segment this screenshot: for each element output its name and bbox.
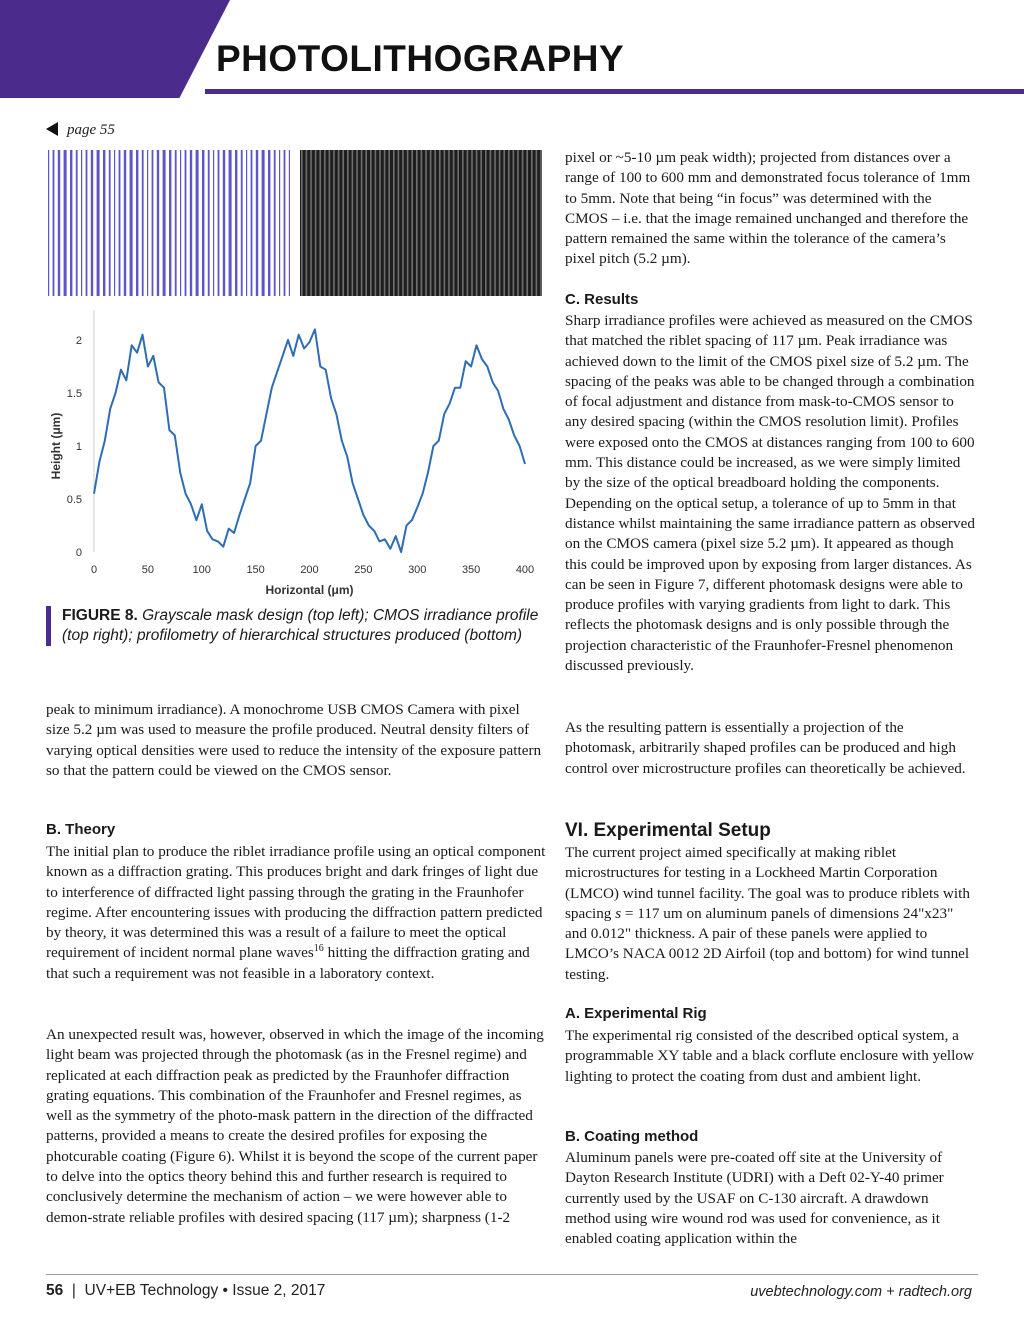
y-tick-label: 2 (75, 335, 82, 347)
x-tick-label: 350 (461, 564, 481, 576)
x-tick-label: 150 (246, 564, 265, 576)
mask-line (202, 150, 204, 296)
cmos-stripe (439, 150, 441, 296)
cmos-stripe (540, 150, 542, 296)
mask-line (246, 150, 247, 296)
mask-line (196, 150, 199, 296)
body-paragraph-continued: pixel or ~5-10 µm peak width); projected from distances over a range of 100 to 600 mm and demonstrated focus tolerance of 1mm to 5mm. Note that being “in focus” was determined with the CMOS – i.e. that the image remained unchanged and therefore the pattern remained the same within the tolerance of the camera’s pixel pitch (5.2 µm). (565, 149, 971, 268)
y-tick-label: 1 (75, 441, 82, 453)
mask-line (163, 150, 166, 296)
cmos-stripe (407, 150, 409, 296)
cmos-stripe (370, 150, 372, 296)
cmos-stripe (329, 150, 331, 296)
theory-paragraph-2: An unexpected result was, however, observed in which the image of the incoming light beam was projected through the photomask (as in the Fresnel regime) and replicated at each diffraction peak as predicted by the Fraunhofer diffraction grating equations. This combination of the Fraunhofer and Fresnel regimes, as well as the symmetry of the photo-mask pattern in the direction of the diffracted patterns, provided a means to create the desired profiles for exposing the photcurable coating (Figure 6). Whilst it is beyond the scope of the current paper to delve into the optics theory behind this and further research is required to conclusively determine the mechanism of action – we were however able to demon-strate reliable profiles with desired spacing (117 µm); sharpness (1-2 (46, 1026, 544, 1226)
x-tick-label: 300 (408, 564, 427, 576)
issue-label: Issue 2, 2017 (232, 1282, 326, 1299)
mask-line (81, 150, 82, 296)
cmos-stripe (361, 150, 363, 296)
mask-line (229, 150, 232, 296)
mask-line (119, 150, 121, 296)
cmos-stripe (503, 150, 505, 296)
cmos-stripe (384, 150, 386, 296)
mask-line (180, 150, 181, 296)
mask-line (86, 150, 88, 296)
mask-line (169, 150, 171, 296)
mask-line (64, 150, 67, 296)
mask-line (251, 150, 253, 296)
x-axis-label: Horizontal (μm) (265, 583, 354, 597)
mask-line (175, 150, 177, 296)
publication-name: UV+EB Technology (84, 1282, 219, 1299)
mask-line (185, 150, 187, 296)
cmos-stripe (462, 150, 464, 296)
heading-experimental-setup: VI. Experimental Setup (565, 820, 771, 841)
results-paragraph-2: As the resulting pattern is essentially a projection of the photomask, arbitrarily shaped profiles can be produced and high control over microstructure profiles can theoretically be achieved. (565, 719, 966, 777)
cmos-stripe (490, 150, 492, 296)
cmos-stripe (365, 150, 367, 296)
cmos-stripe (356, 150, 358, 296)
footer-sites: uvebtechnology.com + radtech.org (750, 1284, 972, 1300)
cmos-stripe (421, 150, 423, 296)
x-tick-label: 50 (141, 564, 154, 576)
mask-line (279, 150, 280, 296)
cmos-stripe (338, 150, 340, 296)
mask-line (58, 150, 60, 296)
cmos-stripe (536, 150, 538, 296)
mask-line (284, 150, 286, 296)
cmos-stripe (352, 150, 354, 296)
mask-line (130, 150, 133, 296)
figure-caption-label: FIGURE 8. (62, 607, 138, 624)
mask-line (190, 150, 192, 296)
mask-line (268, 150, 270, 296)
cmos-stripe (425, 150, 427, 296)
cmos-stripe (411, 150, 413, 296)
footer-separator: | (71, 1282, 76, 1299)
rig-paragraph: The experimental rig consisted of the described optical system, a programmable XY table and a black corflute enclosure with yellow lighting to protect the coating from dust and ambient light. (565, 1027, 974, 1085)
header-rule (205, 89, 1024, 94)
cmos-stripe (388, 150, 390, 296)
mask-line (262, 150, 265, 296)
mask-line (103, 150, 105, 296)
cmos-stripe (485, 150, 487, 296)
cmos-stripe (494, 150, 496, 296)
mask-line (48, 150, 49, 296)
cmos-stripe (517, 150, 519, 296)
mask-line (91, 150, 93, 296)
cmos-stripe (444, 150, 446, 296)
mask-line (53, 150, 55, 296)
cmos-stripe (430, 150, 432, 296)
mask-line (114, 150, 115, 296)
cmos-stripe (315, 150, 317, 296)
cmos-stripe (467, 150, 469, 296)
cmos-stripe (347, 150, 349, 296)
y-tick-label: 0 (75, 547, 82, 559)
cmos-stripe (324, 150, 326, 296)
figure-caption (46, 606, 552, 646)
mask-line (235, 150, 237, 296)
cmos-profile-image (300, 150, 542, 296)
cmos-stripe (480, 150, 482, 296)
mask-line (147, 150, 148, 296)
setup-text-cont: = 117 um on aluminum panels of dimensions 24"x23" and 0.012" thickness. A pair of these panels were applied to LMCO’s NACA 0012 2D Airfoil (top and bottom) for wind tunnel testing. (565, 904, 970, 983)
footer-publication (46, 1282, 325, 1300)
header-accent-band (0, 0, 230, 98)
section-title: PHOTOLITHOGRAPHY (216, 38, 625, 79)
mask-line (142, 150, 144, 296)
subheading-experimental-rig: A. Experimental Rig (565, 1005, 707, 1022)
page-number: 56 (46, 1282, 64, 1299)
mask-line (109, 150, 111, 296)
mask-line (256, 150, 258, 296)
x-tick-label: 400 (515, 564, 535, 576)
cmos-stripe (333, 150, 335, 296)
cmos-stripe (499, 150, 501, 296)
spacing-symbol: s (615, 904, 622, 922)
cmos-stripe (476, 150, 478, 296)
mask-line (223, 150, 225, 296)
cmos-stripe (306, 150, 308, 296)
mask-line (289, 150, 290, 296)
cmos-stripe (448, 150, 450, 296)
cmos-stripe (402, 150, 404, 296)
footnote-ref: 16 (313, 943, 324, 955)
mask-line (124, 150, 126, 296)
mask-line (274, 150, 276, 296)
cmos-stripe (393, 150, 395, 296)
mask-line (213, 150, 214, 296)
cmos-stripe (508, 150, 510, 296)
mask-line (157, 150, 159, 296)
cmos-stripe (526, 150, 528, 296)
footer-bullet: • (222, 1282, 228, 1299)
mask-line (136, 150, 138, 296)
cmos-stripe (310, 150, 312, 296)
cmos-stripe (342, 150, 344, 296)
x-tick-label: 0 (90, 564, 98, 576)
cmos-stripe (319, 150, 321, 296)
subheading-theory: B. Theory (46, 821, 116, 838)
coating-paragraph: Aluminum panels were pre-coated off site at the University of Dayton Research Institute (UDRI) with a Deft 02-Y-40 primer currently used by the USAF on C-130 aircraft. A drawdown method using wire wound rod was used for convenience, as it enabled coating application within the (565, 1149, 944, 1248)
mask-line (152, 150, 154, 296)
x-tick-label: 250 (354, 564, 373, 576)
mask-line (97, 150, 100, 296)
mask-design-image (46, 150, 290, 296)
cmos-stripe (522, 150, 524, 296)
mask-line (218, 150, 220, 296)
back-page-label: page 55 (67, 122, 115, 138)
y-tick-label: 1.5 (66, 388, 82, 400)
y-tick-label: 0.5 (66, 494, 82, 506)
mask-line (208, 150, 210, 296)
results-paragraph-1: Sharp irradiance profiles were achieved as measured on the CMOS that matched the riblet spacing of 117 µm. Peak irradiance was achieved down to the limit of the CMOS pixel size of 5.2 µm. The spacing of the peaks was able to be changed through a combination of focal adjustment and distance from mask-to-CMOS sensor to any desired spacing (within the CMOS resolution limit). Profiles were exposed onto the CMOS at distances ranging from 100 to 600 mm. This distance could be increased, as we were simply limited by the size of the optical breadboard holding the components. Depending on the optical setup, a tolerance of up to 5mm in that distance whilst maintaining the same irradiance pattern as observed on the CMOS camera (pixel size 5.2 µm). It appeared as though this could be improved upon by exposing from larger distances. As can be seen in Figure 7, different photomask designs were able to produce profiles with varying gradients from light to dark. This reflects the photomask designs and is only possible through the projection characteristic of the Fraunhofer-Fresnel phenomenon discussed previously. (565, 312, 975, 675)
cmos-stripe (513, 150, 515, 296)
theory-text-cont: hitting the diffraction grating and that such a requirement was not feasible in a laboratory context. (46, 944, 530, 982)
cmos-stripe (375, 150, 377, 296)
figure-caption-text: Grayscale mask design (top left); CMOS irradiance profile (top right); profilometry of hierarchical structures produced (bottom) (62, 607, 539, 644)
cmos-stripe (379, 150, 381, 296)
x-tick-label: 200 (300, 564, 319, 576)
theory-text: The initial plan to produce the riblet irradiance profile using an optical component known as a diffraction grating. This produces bright and dark fringes of light due to interference of diffracted light passing through the grating in the Fraunhofer regime. After encountering issues with producing the diffraction pattern predicted by theory, it was determined this was a result of a failure to meet the optical requirement of incident normal plane waves (46, 843, 546, 962)
setup-text: The current project aimed specifically at making riblet microstructures for testing in a Lockheed Martin Corporation (LMCO) wind tunnel facility. The goal was to produce riblets with spacing (565, 844, 970, 922)
mask-line (241, 150, 243, 296)
left-triangle-icon (46, 122, 58, 136)
footer-rule (46, 1274, 978, 1275)
setup-paragraph (565, 843, 975, 985)
body-paragraph: peak to minimum irradiance). A monochrome USB CMOS Camera with pixel size 5.2 µm was used to measure the profile produced. Neutral density filters of varying optical densities were used to reduce the intensity of the exposure pattern so that the pattern could be viewed on the CMOS sensor. (46, 701, 542, 779)
x-tick-label: 100 (192, 564, 211, 576)
subheading-coating-method: B. Coating method (565, 1128, 699, 1145)
cmos-stripe (301, 150, 303, 296)
cmos-stripe (453, 150, 455, 296)
cmos-stripe (416, 150, 418, 296)
subheading-results: C. Results (565, 291, 639, 308)
y-axis-label: Height (μm) (49, 412, 63, 480)
profile-series-line (94, 329, 525, 552)
profilometry-chart (42, 300, 542, 600)
cmos-stripe (398, 150, 400, 296)
mask-line (70, 150, 72, 296)
cmos-stripe (471, 150, 473, 296)
cmos-stripe (434, 150, 436, 296)
back-page-link[interactable] (46, 122, 115, 139)
cmos-stripe (531, 150, 533, 296)
theory-paragraph-1 (46, 842, 546, 984)
cmos-stripe (457, 150, 459, 296)
mask-line (76, 150, 78, 296)
